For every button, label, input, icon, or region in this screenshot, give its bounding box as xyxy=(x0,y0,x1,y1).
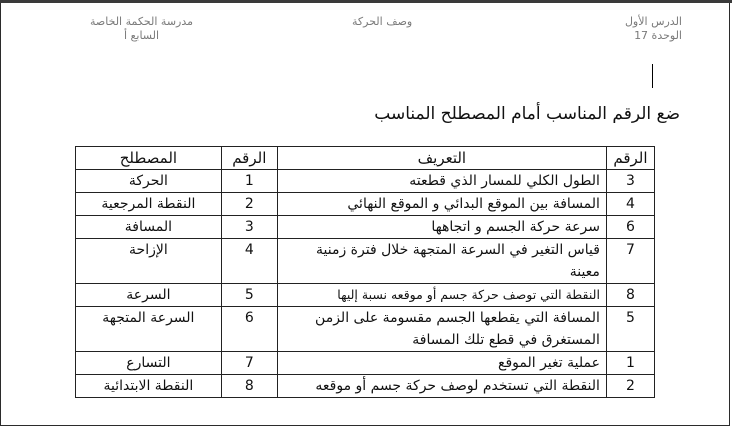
class-label: السابع أ xyxy=(123,29,160,42)
term-number: 4 xyxy=(221,239,277,284)
answer-number: 1 xyxy=(606,352,654,375)
term-cell: النقطة الابتدائية xyxy=(76,375,222,398)
definition-cell: عملية تغير الموقع xyxy=(277,352,606,375)
definition-cell: الطول الكلي للمسار الذي قطعته xyxy=(277,170,606,193)
definition-cell: النقطة التي توصف حركة جسم أو موقعه نسبة إليها xyxy=(277,284,606,307)
answer-number: 6 xyxy=(606,216,654,239)
term-cell: الحركة xyxy=(76,170,222,193)
table-row xyxy=(76,239,655,284)
answer-number: 7 xyxy=(606,239,654,284)
matching-table xyxy=(75,146,655,398)
definition-cell: سرعة حركة الجسم و اتجاهها xyxy=(277,216,606,239)
term-cell: السرعة xyxy=(76,284,222,307)
answer-number: 5 xyxy=(606,307,654,352)
answer-number: 4 xyxy=(606,193,654,216)
term-number: 6 xyxy=(221,307,277,352)
table-row xyxy=(76,307,655,352)
lesson-label: الدرس الأول xyxy=(624,15,682,28)
topic-label: وصف الحركة xyxy=(352,15,413,28)
term-number: 5 xyxy=(221,284,277,307)
answer-number: 8 xyxy=(606,284,654,307)
term-cell: النقطة المرجعية xyxy=(76,193,222,216)
header-definition: التعريف xyxy=(277,147,606,170)
term-number: 7 xyxy=(221,352,277,375)
header-left xyxy=(90,15,193,43)
term-number: 1 xyxy=(221,170,277,193)
table-row xyxy=(76,170,655,193)
term-number: 8 xyxy=(221,375,277,398)
table-header-row xyxy=(76,147,655,170)
instruction-text: ضع الرقم المناسب أمام المصطلح المناسب xyxy=(374,104,680,124)
table-row xyxy=(76,193,655,216)
definition-cell: قياس التغير في السرعة المتجهة خلال فترة زمنية معينة xyxy=(277,239,606,284)
term-cell: التسارع xyxy=(76,352,222,375)
definition-cell: المسافة التي يقطعها الجسم مقسومة على الزمن المستغرق في قطع تلك المسافة xyxy=(277,307,606,352)
definition-cell: النقطة التي تستخدم لوصف حركة جسم أو موقعه xyxy=(277,375,606,398)
school-name: مدرسة الحكمة الخاصة xyxy=(90,15,194,28)
header-term-number: الرقم xyxy=(221,147,277,170)
definition-cell: المسافة بين الموقع البدائي و الموقع النهائي xyxy=(277,193,606,216)
table-row xyxy=(76,216,655,239)
table-row xyxy=(76,284,655,307)
term-number: 2 xyxy=(221,193,277,216)
answer-number: 2 xyxy=(606,375,654,398)
table-row xyxy=(76,375,655,398)
header-term: المصطلح xyxy=(76,147,222,170)
term-cell: السرعة المتجهة xyxy=(76,307,222,352)
term-cell: المسافة xyxy=(76,216,222,239)
term-number: 3 xyxy=(221,216,277,239)
term-cell: الإزاحة xyxy=(76,239,222,284)
header-number: الرقم xyxy=(606,147,654,170)
header-center xyxy=(352,15,412,29)
unit-label: الوحدة 17 xyxy=(634,29,682,42)
table-row xyxy=(76,352,655,375)
header-right xyxy=(625,15,682,43)
top-border xyxy=(0,0,732,3)
answer-number: 3 xyxy=(606,170,654,193)
text-cursor xyxy=(652,64,653,88)
